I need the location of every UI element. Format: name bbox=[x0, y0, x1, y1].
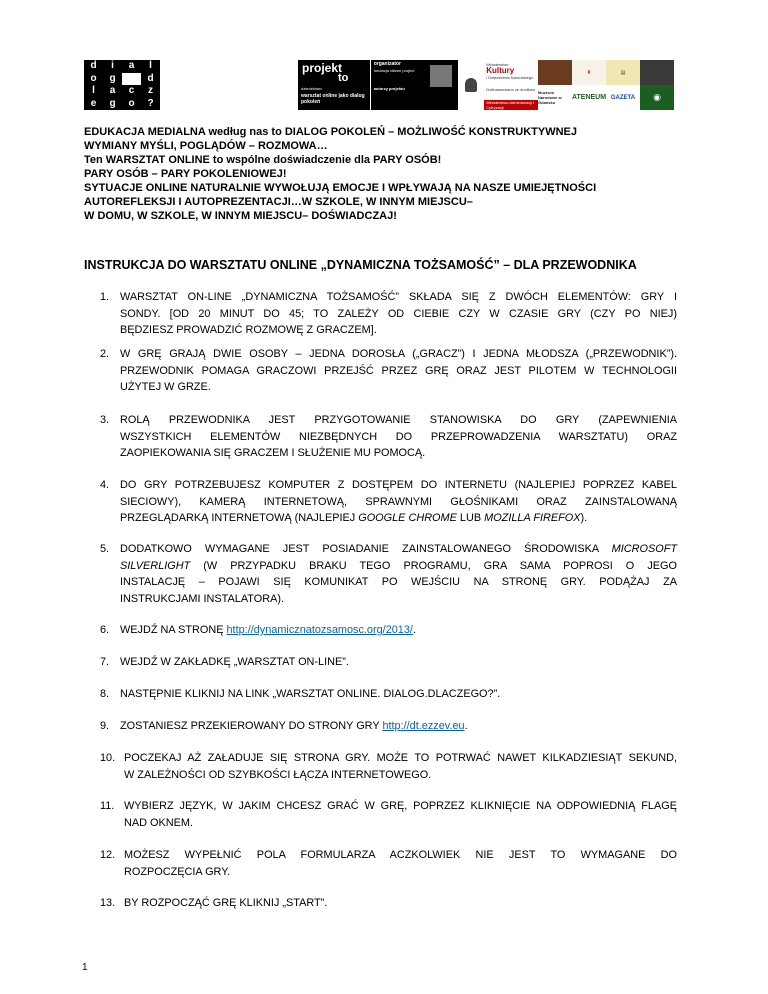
intro-line: AUTOREFLEKSJI I AUTOPREZENTACJI…W SZKOLE, W INNYM MIEJSCU– bbox=[84, 196, 473, 208]
item-text: . bbox=[412, 624, 416, 636]
item-number: 12. bbox=[100, 849, 116, 861]
item-line: SONDY. [OD 20 MINUT DO 45; TO ZALEŻY OD CIEBIE CZY W CZASIE GRY (CZY PO NIEJ) bbox=[120, 307, 677, 320]
item-text: DODATKOWO WYMAGANE JEST POSIADANIE ZAINSTALOWANEGO ŚRODOWISKA bbox=[120, 543, 612, 555]
list-item bbox=[100, 895, 677, 912]
logo-letter: d bbox=[84, 60, 103, 73]
dialog-logo bbox=[84, 60, 160, 110]
item-line: INSTALACJĘ – POJAWI SIĘ KOMUNIKAT PO WEJŚCIU NA STRONĘ GRY. PODĄŻAJ ZA bbox=[120, 576, 677, 588]
item-number: 3. bbox=[100, 414, 110, 426]
intro-block bbox=[84, 125, 704, 223]
item-line: WEJDŹ W ZAKŁADKĘ „WARSZTAT ON-LINE”. bbox=[120, 656, 349, 668]
logo-letter: l bbox=[141, 60, 160, 73]
logo-blank-cell bbox=[122, 73, 141, 86]
ateneum-logo: ATENEUM bbox=[572, 85, 606, 110]
item-line: INSTRUKCJAMI INSTALATORA). bbox=[120, 592, 284, 605]
logo-letter: o bbox=[122, 98, 141, 111]
item-number: 10. bbox=[100, 752, 116, 764]
organizer-block bbox=[370, 60, 459, 110]
intro-line: EDUKACJA MEDIALNA według nas to DIALOG POKOLEŃ – MOŻLIWOŚĆ KONSTRUKTYWNEJ bbox=[84, 126, 577, 138]
logo-letter: c bbox=[122, 85, 141, 98]
ministry-culture-logo bbox=[484, 60, 538, 110]
organizer-name: fundacja citizen project bbox=[373, 68, 415, 73]
list-item bbox=[100, 847, 677, 880]
logo-letter: g bbox=[103, 73, 122, 86]
list-item bbox=[100, 477, 677, 527]
item-number: 4. bbox=[100, 479, 110, 491]
ministry-admin-label: Ministerstwo Administracji i Cyfryzacji bbox=[484, 100, 538, 110]
intro-line: W DOMU, W SZKOLE, W INNYM MIEJSCU– DOŚWIADCZAJ! bbox=[84, 210, 397, 222]
partner-text-tile: ▤ bbox=[606, 60, 640, 85]
item-text: PRZEGLĄDARKĄ INTERNETOWĄ (NAJLEPIEJ bbox=[120, 512, 359, 524]
sponsor-banner bbox=[298, 60, 674, 110]
projekt-to-logo bbox=[298, 60, 370, 110]
item-line: ZAOPIEKOWANIA SIĘ GRACZEM I SŁUŻENIE MU POMOCĄ. bbox=[120, 447, 426, 459]
item-line: DO GRY POTRZEBUJESZ KOMPUTER Z DOSTĘPEM DO INTERNETU (NAJLEPIEJ POPRZEZ KABEL bbox=[120, 479, 677, 491]
game-link[interactable]: http://dt.ezzev.eu bbox=[382, 720, 465, 732]
list-item bbox=[100, 686, 677, 703]
gazeta-logo: GAZETA bbox=[606, 85, 640, 110]
list-item bbox=[100, 289, 677, 339]
organizer-label: organizator bbox=[373, 61, 401, 67]
logo-letter: z bbox=[141, 85, 160, 98]
item-number: 2. bbox=[100, 348, 110, 360]
intro-line: SYTUACJE ONLINE NATURALNIE WYWOŁUJĄ EMOCJE I WPŁYWAJĄ NA NASZE UMIEJĘTNOŚCI bbox=[84, 182, 597, 194]
intro-line: PARY OSÓB – PARY POKOLENIOWEJ! bbox=[84, 168, 287, 180]
partner-photo-tile bbox=[538, 60, 572, 85]
item-line: BĘDZIESZ PROWADZIĆ ROZMOWĘ Z GRACZEM]. bbox=[120, 324, 377, 336]
author-label: autorzy projektu bbox=[373, 86, 405, 91]
item-line: BY ROZPOCZĄĆ GRĘ KLIKNIJ „START”. bbox=[124, 897, 328, 909]
site-link[interactable]: http://dynamicznatozsamosc.org/2013/ bbox=[226, 624, 413, 636]
item-line: W ZALEŻNOŚCI OD SZYBKOŚCI ŁĄCZA INTERNETOWEGO. bbox=[124, 768, 432, 781]
partner-crest-tile: ♜ bbox=[572, 60, 606, 85]
logo-letter: l bbox=[84, 85, 103, 98]
projekt-label: projekt bbox=[302, 61, 343, 75]
item-text: . bbox=[464, 720, 468, 732]
item-line: UŻYTEJ W GRZE. bbox=[120, 381, 211, 393]
to-label: to bbox=[338, 72, 349, 84]
item-line: NAD OKNEM. bbox=[124, 816, 193, 829]
item-text: LUB bbox=[456, 512, 485, 524]
list-item bbox=[100, 654, 677, 671]
item-number: 7. bbox=[100, 656, 110, 668]
list-item bbox=[100, 798, 677, 831]
ministry-sub-label: i Dziedzictwa Narodowego bbox=[486, 75, 534, 80]
item-line bbox=[120, 718, 677, 735]
item-number: 6. bbox=[100, 624, 110, 636]
partner-logos bbox=[538, 60, 674, 110]
item-line: WARSZTAT ON-LINE „DYNAMICZNA TOŻSAMOŚĆ” SKŁADA SIĘ Z DWÓCH ELEMENTÓW: GRY I bbox=[120, 291, 677, 303]
item-text: ZOSTANIESZ PRZEKIEROWANY DO STRONY GRY bbox=[120, 720, 383, 732]
logo-letter: o bbox=[84, 73, 103, 86]
logo-letter: d bbox=[141, 73, 160, 86]
item-line: SIECIOWY), KAMERĄ INTERNETOWĄ, SPRAWNYMI GŁOŚNIKAMI ORAZ ZAINSTALOWANĄ bbox=[120, 495, 677, 508]
logo-letter: ? bbox=[141, 98, 160, 111]
item-line bbox=[120, 558, 677, 575]
item-text: ). bbox=[580, 512, 588, 524]
partner-dark-tile bbox=[640, 60, 674, 85]
logo-letter: g bbox=[103, 98, 122, 111]
item-number: 1. bbox=[100, 291, 110, 303]
item-text: WEJDŹ NA STRONĘ bbox=[120, 624, 227, 636]
list-item bbox=[100, 622, 677, 639]
item-line bbox=[120, 510, 677, 527]
list-item bbox=[100, 412, 677, 462]
organizer-logo-square bbox=[430, 65, 452, 87]
item-line: MOŻESZ WYPEŁNIĆ POLA FORMULARZA ACZKOLWIEK NIE JEST TO WYMAGANE DO bbox=[124, 849, 677, 861]
logo-letter: i bbox=[103, 60, 122, 73]
item-line: POCZEKAJ AŻ ZAŁADUJE SIĘ STRONA GRY. MOŻE TO POTRWAĆ NAWET KILKADZIESIĄT SEKUND, bbox=[124, 752, 677, 764]
item-number: 8. bbox=[100, 688, 110, 700]
item-line: WSZYSTKICH ELEMENTÓW NIEZBĘDNYCH DO PRZEPROWADZENIA WARSZTATU) ORAZ bbox=[120, 430, 677, 443]
ministry-culture-label: Kultury bbox=[486, 66, 515, 75]
museum-logo: Muzeum Narodowe w Gdańsku bbox=[538, 85, 572, 110]
list-item bbox=[100, 541, 677, 607]
item-line: ROLĄ PRZEWODNIKA JEST PRZYGOTOWANIE STANOWISKA DO GRY (ZAPEWNIENIA bbox=[120, 414, 677, 426]
document-title: INSTRUKCJA DO WARSZTATU ONLINE „DYNAMICZNA TOŻSAMOŚĆ” – DLA PRZEWODNIKA bbox=[84, 258, 637, 272]
projekt-side-text: warsztat online jako dialog pokoleń bbox=[301, 93, 365, 105]
logo-letter: a bbox=[103, 85, 122, 98]
item-text-italic: MOZILLA FIREFOX bbox=[484, 512, 581, 524]
item-text-italic: SILVERLIGHT bbox=[120, 559, 191, 572]
list-item bbox=[100, 750, 677, 783]
projekt-small-label: dziedzictwo bbox=[301, 86, 322, 91]
logo-letter: e bbox=[84, 98, 103, 111]
funding-label: Dofinansowano ze środków bbox=[486, 87, 536, 92]
item-number: 9. bbox=[100, 720, 110, 732]
intro-line: WYMIANY MYŚLI, POGLĄDÓW – ROZMOWA… bbox=[84, 140, 328, 152]
item-number: 11. bbox=[100, 800, 115, 812]
item-line: WYBIERZ JĘZYK, W JAKIM CHCESZ GRAĆ W GRĘ, POPRZEZ KLIKNIĘCIE NA ODPOWIEDNIĄ FLAGĘ bbox=[124, 800, 677, 812]
partner-green-tile: ◉ bbox=[640, 85, 674, 110]
item-line: NASTĘPNIE KLIKNIJ NA LINK „WARSZTAT ONLINE. DIALOG.DLACZEGO?”. bbox=[120, 688, 501, 700]
item-number: 5. bbox=[100, 543, 110, 555]
item-line bbox=[120, 541, 677, 558]
ministry-top-label: Ministerstwo bbox=[486, 62, 509, 67]
logo-letter: a bbox=[122, 60, 141, 73]
page-number: 1 bbox=[82, 962, 88, 973]
item-line: ROZPOCZĘCIA GRY. bbox=[124, 865, 231, 878]
item-line: W GRĘ GRAJĄ DWIE OSOBY – JEDNA DOROSŁA („GRACZ”) I JEDNA MŁODSZA („PRZEWODNIK”). bbox=[120, 348, 677, 360]
item-text: (W PRZYPADKU BRAKU TEGO PROGRAMU, GRA SAMA POPROSI O JEGO bbox=[190, 559, 677, 572]
item-line bbox=[120, 622, 677, 639]
list-item bbox=[100, 346, 677, 396]
intro-line: Ten WARSZTAT ONLINE to wspólne doświadczenie dla PARY OSÓB! bbox=[84, 154, 442, 166]
list-item bbox=[100, 718, 677, 735]
item-text-italic: GOOGLE CHROME bbox=[358, 512, 457, 524]
eagle-icon bbox=[465, 78, 477, 92]
item-number: 13. bbox=[100, 897, 116, 909]
eagle-emblem bbox=[458, 60, 484, 110]
item-text-italic: MICROSOFT bbox=[611, 543, 677, 555]
item-line: PRZEWODNIK POMAGA GRACZOWI PRZEJŚĆ PRZEZ GRĘ ORAZ JEST PILOTEM W TECHNOLOGII bbox=[120, 364, 677, 377]
